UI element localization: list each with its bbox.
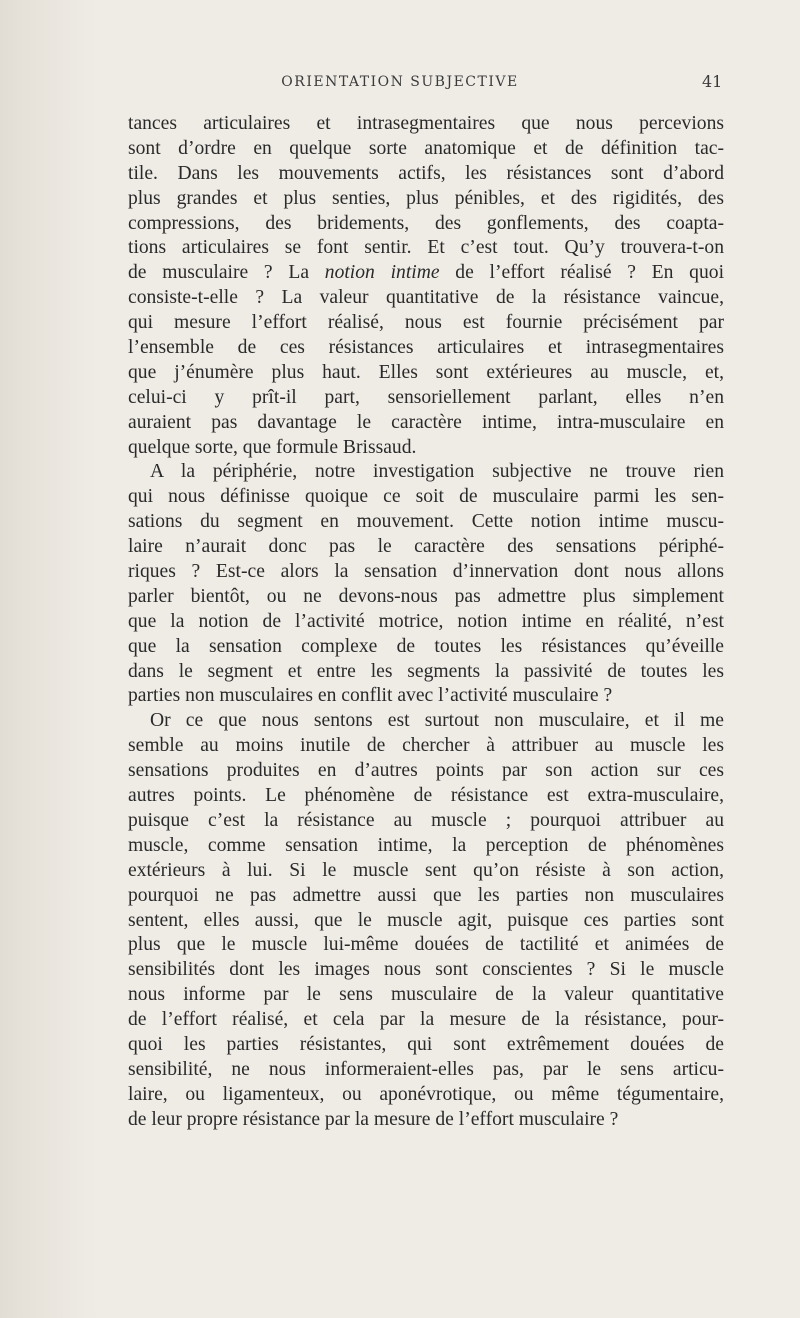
text-line: que la sensation complexe de toutes les résistances qu’éveille: [128, 635, 724, 657]
text-line: quelque sorte, que formule Brissaud.: [128, 436, 417, 458]
text-line: extérieurs à lui. Si le muscle sent qu’on résiste à son action,: [128, 859, 724, 881]
text-line: laire n’aurait donc pas le caractère des sensations périphé-: [128, 536, 724, 558]
text-line: sensibilité, ne nous informeraient-elles pas, par le sens articu-: [128, 1058, 724, 1080]
text-line: qui mesure l’effort réalisé, nous est fournie précisément par: [128, 312, 724, 334]
page-number: 41: [702, 72, 723, 91]
text-line: puisque c’est la résistance au muscle ; pourquoi attribuer au: [128, 809, 724, 831]
text-line: quoi les parties résistantes, qui sont extrêmement douées de: [128, 1033, 724, 1055]
text-segment: de l’effort réalisé ? En quoi: [439, 262, 724, 284]
text-line: que j’énumère plus haut. Elles sont extérieures au muscle, et,: [128, 361, 724, 383]
text-line: sont d’ordre en quelque sorte anatomique et de définition tac-: [128, 137, 724, 159]
running-title: ORIENTATION SUBJECTIVE: [281, 74, 519, 90]
text-line: auraient pas davantage le caractère intime, intra-musculaire en: [128, 411, 724, 433]
text-line: pourquoi ne pas admettre aussi que les parties non musculaires: [128, 884, 724, 906]
text-line: tions articulaires se font sentir. Et c’est tout. Qu’y trouvera-t-on: [128, 237, 724, 259]
text-line: semble au moins inutile de chercher à attribuer au muscle les: [128, 735, 724, 757]
text-line: consiste-t-elle ? La valeur quantitative de la résistance vaincue,: [128, 287, 724, 309]
text-segment: de musculaire ? La: [128, 262, 325, 284]
text-line: muscle, comme sensation intime, la perception de phénomènes: [128, 834, 724, 856]
text-line: sensations produites en d’autres points par son action sur ces: [128, 760, 724, 782]
text-line: autres points. Le phénomène de résistance est extra-musculaire,: [128, 785, 724, 807]
text-line: que la notion de l’activité motrice, notion intime en réalité, n’est: [128, 610, 724, 632]
body-text: [128, 112, 724, 1133]
page-gutter-shadow: [0, 0, 100, 1318]
text-line: plus que le muscle lui-même douées de tactilité et animées de: [128, 934, 724, 956]
text-line: parler bientôt, ou ne devons-nous pas admettre plus simplement: [128, 585, 724, 607]
page-header: [0, 74, 800, 96]
text-line: laire, ou ligamenteux, ou aponévrotique, ou même tégumentaire,: [128, 1083, 724, 1105]
text-line: dans le segment et entre les segments la passivité de toutes les: [128, 660, 724, 682]
text-line: de l’effort réalisé, et cela par la mesure de la résistance, pour-: [128, 1009, 724, 1031]
text-line: parties non musculaires en conflit avec l’activité musculaire ?: [128, 685, 613, 707]
text-line: nous informe par le sens musculaire de la valeur quantitative: [128, 984, 724, 1006]
text-line: de leur propre résistance par la mesure de l’effort musculaire ?: [128, 1108, 619, 1130]
text-line: sensibilités dont les images nous sont conscientes ? Si le muscle: [128, 959, 724, 981]
text-line: riques ? Est-ce alors la sensation d’innervation dont nous allons: [128, 561, 724, 583]
text-line: [128, 261, 724, 286]
text-line: celui-ci y prît-il part, sensoriellement parlant, elles n’en: [128, 386, 724, 408]
italic-term: notion intime: [324, 262, 440, 284]
text-line: plus grandes et plus senties, plus pénibles, et des rigidités, des: [128, 187, 724, 209]
text-line: Or ce que nous sentons est surtout non musculaire, et il me: [150, 710, 724, 732]
text-line: compressions, des bridements, des gonflements, des coapta-: [128, 212, 724, 234]
text-line: l’ensemble de ces résistances articulaires et intrasegmentaires: [128, 337, 724, 359]
text-line: sations du segment en mouvement. Cette notion intime muscu-: [128, 511, 724, 533]
text-line: qui nous définisse quoique ce soit de musculaire parmi les sen-: [128, 486, 724, 508]
text-line: tances articulaires et intrasegmentaires que nous percevions: [128, 113, 724, 134]
text-line: tile. Dans les mouvements actifs, les résistances sont d’abord: [128, 162, 724, 184]
text-line: A la périphérie, notre investigation subjective ne trouve rien: [150, 461, 724, 483]
text-line: sentent, elles aussi, que le muscle agit, puisque ces parties sont: [128, 909, 724, 931]
